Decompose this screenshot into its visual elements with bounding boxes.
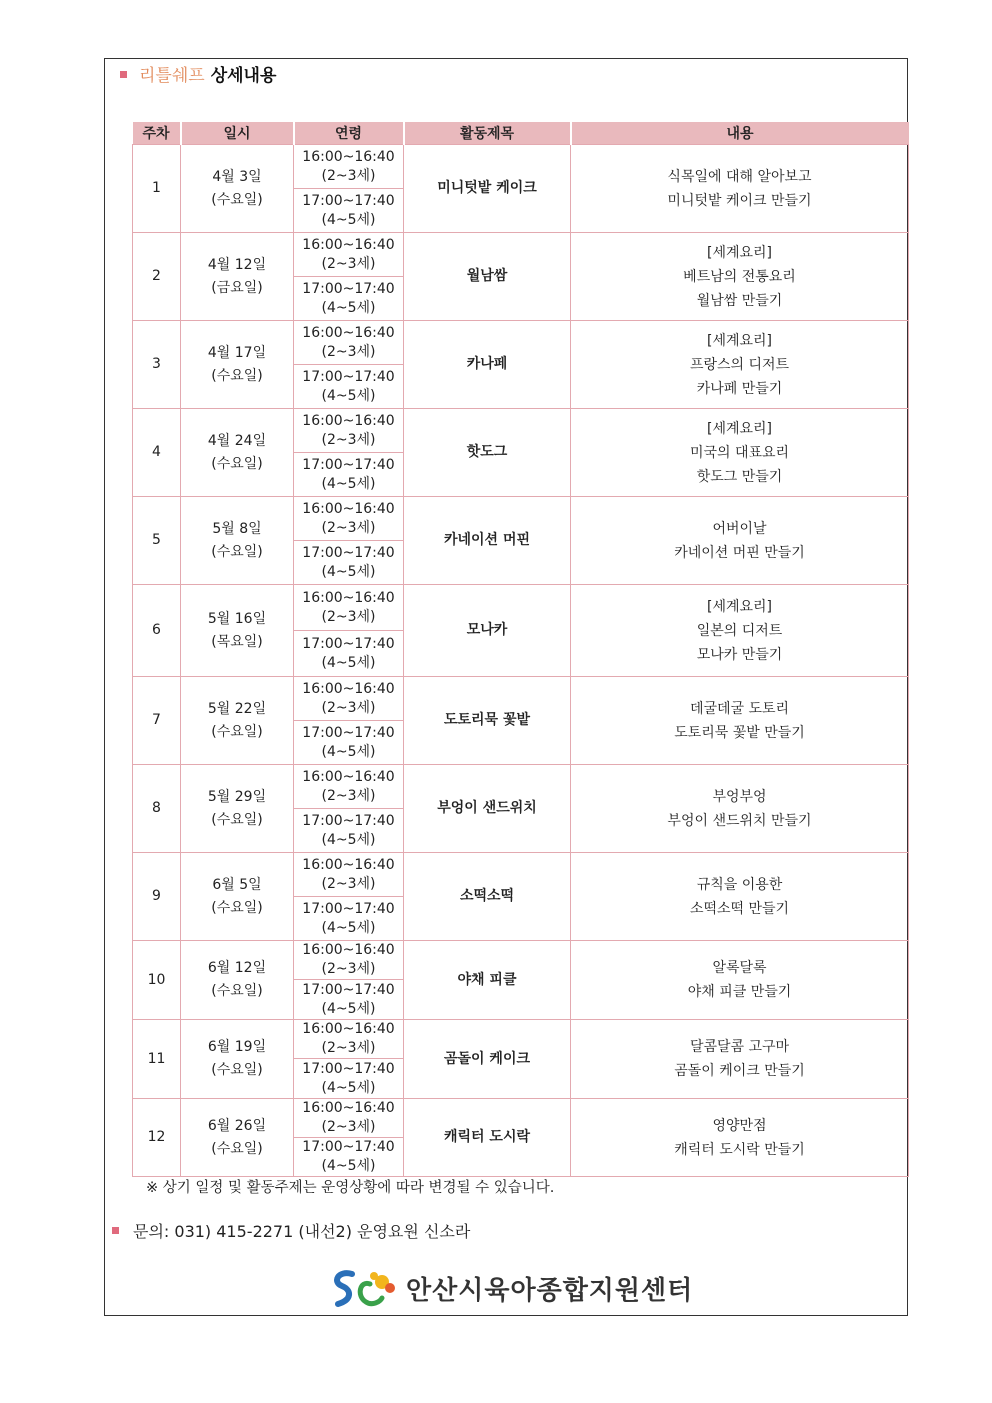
program-name: 리틀쉐프: [139, 66, 205, 86]
content-line: 캐릭터 도시락 만들기: [674, 1141, 805, 1158]
activity-title-text: 카네이션 머핀: [443, 532, 531, 548]
date-text: 4월 17일: [207, 344, 267, 361]
week-number: 6: [152, 622, 161, 638]
age-slot-1: [294, 233, 404, 277]
table-row: [133, 1020, 909, 1059]
date-cell: [181, 321, 294, 409]
date-text: 5월 22일: [207, 700, 267, 717]
table-row: [133, 765, 909, 809]
content-line: 데굴데굴 도토리: [689, 700, 790, 717]
content-line: 베트남의 전통요리: [683, 268, 796, 285]
activity-title: [404, 409, 571, 497]
day-text: (수요일): [211, 455, 263, 472]
week-number: 9: [152, 888, 161, 904]
center-logo-icon: [330, 1266, 404, 1310]
age-slot-2: [294, 631, 404, 677]
age-time: 17:00~17:40: [302, 192, 395, 209]
activity-title: [404, 1099, 571, 1177]
week-cell: [133, 1099, 181, 1177]
content-line: 미니텃밭 케이크 만들기: [667, 192, 812, 209]
date-text: 5월 29일: [207, 788, 267, 805]
age-time: 17:00~17:40: [302, 900, 395, 917]
age-slot-1: [294, 1099, 404, 1138]
content-cell: [571, 941, 909, 1020]
content-cell: [571, 765, 909, 853]
content-line: 부엉부엉: [712, 788, 767, 805]
content-line: 프랑스의 디저트: [689, 356, 790, 373]
activity-title-text: 캐릭터 도시락: [443, 1129, 531, 1145]
week-cell: [133, 585, 181, 677]
age-group: (4~5세): [321, 563, 376, 580]
age-time: 17:00~17:40: [302, 1060, 395, 1077]
age-time: 16:00~16:40: [302, 324, 395, 341]
bullet-icon: [120, 71, 127, 78]
age-group: (2~3세): [321, 1119, 376, 1135]
activity-title-text: 미니텃밭 케이크: [437, 180, 537, 196]
date-text: 4월 24일: [207, 432, 267, 449]
header-age: 연령: [294, 122, 404, 145]
section-heading: [120, 64, 276, 88]
age-slot-1: [294, 1020, 404, 1059]
content-line: [세계요리]: [706, 420, 773, 437]
header-date: 일시: [181, 122, 294, 145]
content-line: 모나카 만들기: [696, 646, 783, 663]
activity-title: [404, 233, 571, 321]
day-text: (수요일): [211, 543, 263, 560]
content-cell: [571, 321, 909, 409]
content-line: 핫도그 만들기: [696, 468, 783, 485]
date-cell: [181, 497, 294, 585]
age-slot-2: [294, 809, 404, 853]
activity-title-text: 소떡소떡: [459, 888, 515, 904]
activity-title: [404, 941, 571, 1020]
week-cell: [133, 1020, 181, 1099]
age-time: 17:00~17:40: [302, 280, 395, 297]
age-slot-1: [294, 585, 404, 631]
activity-title: [404, 1020, 571, 1099]
age-time: 17:00~17:40: [302, 456, 395, 473]
age-group: (2~3세): [321, 519, 376, 536]
content-line: 카나페 만들기: [696, 380, 783, 397]
day-text: (금요일): [211, 279, 263, 296]
activity-title-text: 도토리묵 꽃밭: [443, 712, 531, 728]
date-cell: [181, 765, 294, 853]
age-slot-2: [294, 721, 404, 765]
week-number: 11: [147, 1050, 166, 1067]
content-cell: [571, 1099, 909, 1177]
table-row: [133, 941, 909, 980]
age-group: (2~3세): [321, 431, 376, 448]
week-cell: [133, 853, 181, 941]
age-time: 17:00~17:40: [302, 368, 395, 385]
age-slot-2: [294, 897, 404, 941]
content-line: 부엉이 샌드위치 만들기: [667, 812, 812, 829]
table-header-row: [133, 122, 909, 145]
date-cell: [181, 941, 294, 1020]
week-cell: [133, 677, 181, 765]
age-time: 16:00~16:40: [302, 589, 395, 606]
age-slot-2: [294, 1138, 404, 1177]
age-group: (2~3세): [321, 343, 376, 360]
date-cell: [181, 409, 294, 497]
center-logo: [330, 1266, 700, 1310]
age-group: (2~3세): [321, 167, 376, 184]
activity-title: [404, 585, 571, 677]
date-text: 6월 5일: [212, 876, 262, 893]
age-group: (4~5세): [321, 475, 376, 492]
content-cell: [571, 233, 909, 321]
content-cell: [571, 409, 909, 497]
week-number: 4: [152, 444, 161, 460]
age-slot-1: [294, 765, 404, 809]
content-line: [세계요리]: [706, 332, 773, 349]
age-time: 17:00~17:40: [302, 724, 395, 741]
age-slot-1: [294, 677, 404, 721]
activity-title: [404, 677, 571, 765]
age-time: 16:00~16:40: [302, 412, 395, 429]
content-line: 식목일에 대해 알아보고: [667, 168, 812, 185]
date-cell: [181, 145, 294, 233]
table-row: [133, 145, 909, 189]
schedule-body: [133, 145, 909, 1177]
day-text: (수요일): [211, 983, 263, 999]
week-cell: [133, 233, 181, 321]
header-content: 내용: [571, 122, 909, 145]
table-row: [133, 853, 909, 897]
table-row: [133, 321, 909, 365]
week-cell: [133, 409, 181, 497]
age-time: 16:00~16:40: [302, 148, 395, 165]
header-title: 활동제목: [404, 122, 571, 145]
age-time: 17:00~17:40: [302, 1139, 395, 1155]
age-time: 16:00~16:40: [302, 1021, 395, 1037]
age-group: (4~5세): [321, 299, 376, 316]
age-slot-2: [294, 541, 404, 585]
age-slot-2: [294, 1059, 404, 1099]
bullet-icon: [112, 1227, 119, 1234]
content-line: 규칙을 이용한: [696, 876, 783, 893]
activity-title: [404, 853, 571, 941]
day-text: (수요일): [211, 367, 263, 384]
content-line: [세계요리]: [706, 598, 773, 615]
date-text: 4월 12일: [207, 256, 267, 273]
date-text: 6월 12일: [207, 960, 267, 976]
content-line: 알록달록: [712, 960, 767, 976]
week-cell: [133, 941, 181, 1020]
date-cell: [181, 233, 294, 321]
week-number: 5: [152, 532, 161, 548]
day-text: (수요일): [211, 1062, 263, 1078]
age-slot-1: [294, 941, 404, 980]
day-text: (수요일): [211, 811, 263, 828]
age-group: (2~3세): [321, 255, 376, 272]
content-line: 월남쌈 만들기: [696, 292, 783, 309]
age-group: (2~3세): [321, 1040, 376, 1056]
day-text: (수요일): [211, 191, 263, 208]
activity-title: [404, 145, 571, 233]
day-text: (목요일): [211, 633, 263, 650]
date-text: 6월 26일: [207, 1117, 267, 1134]
age-group: (2~3세): [321, 961, 376, 977]
age-time: 16:00~16:40: [302, 942, 395, 958]
activity-title-text: 핫도그: [466, 444, 508, 460]
age-time: 16:00~16:40: [302, 768, 395, 785]
age-slot-1: [294, 145, 404, 189]
activity-title-text: 카나페: [466, 356, 508, 372]
date-cell: [181, 585, 294, 677]
content-line: 영양만점: [712, 1117, 767, 1134]
week-number: 1: [152, 180, 161, 196]
center-name: 안산시육아종합지원센터: [406, 1276, 694, 1306]
header-week: 주차: [133, 122, 181, 145]
age-time: 17:00~17:40: [302, 981, 395, 998]
age-group: (4~5세): [321, 211, 376, 228]
activity-title: [404, 765, 571, 853]
age-time: 17:00~17:40: [302, 635, 395, 652]
date-cell: [181, 1020, 294, 1099]
table-row: [133, 1099, 909, 1138]
age-slot-1: [294, 409, 404, 453]
content-line: 곰돌이 케이크 만들기: [674, 1063, 805, 1079]
activity-title-text: 부엉이 샌드위치: [437, 800, 537, 816]
date-text: 5월 16일: [207, 610, 267, 627]
schedule-note: ※ 상기 일정 및 활동주제는 운영상황에 따라 변경될 수 있습니다.: [146, 1180, 555, 1196]
age-time: 16:00~16:40: [302, 680, 395, 697]
age-slot-1: [294, 321, 404, 365]
age-slot-2: [294, 277, 404, 321]
content-line: 달콤달콤 고구마: [689, 1039, 790, 1055]
age-group: (2~3세): [321, 875, 376, 892]
age-group: (4~5세): [321, 654, 376, 671]
activity-title-text: 월남쌈: [466, 268, 508, 284]
age-group: (4~5세): [321, 831, 376, 848]
table-row: [133, 585, 909, 631]
content-line: 야채 피클 만들기: [687, 984, 792, 1000]
age-group: (4~5세): [321, 1000, 376, 1017]
day-text: (수요일): [211, 1140, 263, 1157]
day-text: (수요일): [211, 723, 263, 740]
date-text: 4월 3일: [212, 168, 262, 185]
date-text: 6월 19일: [207, 1039, 267, 1055]
age-group: (4~5세): [321, 919, 376, 936]
content-line: [세계요리]: [706, 244, 773, 261]
table-row: [133, 409, 909, 453]
content-cell: [571, 585, 909, 677]
table-row: [133, 497, 909, 541]
week-number: 10: [147, 971, 166, 988]
activity-title: [404, 497, 571, 585]
heading-label: 상세내용: [210, 66, 277, 86]
activity-title-text: 곰돌이 케이크: [443, 1050, 531, 1067]
week-number: 3: [152, 356, 161, 372]
date-cell: [181, 1099, 294, 1177]
age-slot-2: [294, 365, 404, 409]
week-number: 8: [152, 800, 161, 816]
week-cell: [133, 321, 181, 409]
content-cell: [571, 677, 909, 765]
age-group: (2~3세): [321, 608, 376, 625]
content-line: 도토리묵 꽃밭 만들기: [674, 724, 805, 741]
week-number: 2: [152, 268, 161, 284]
age-time: 16:00~16:40: [302, 236, 395, 253]
content-line: 일본의 디저트: [696, 622, 783, 639]
schedule-table: [132, 122, 909, 1177]
week-cell: [133, 497, 181, 585]
age-group: (4~5세): [321, 1079, 376, 1096]
content-line: 카네이션 머핀 만들기: [674, 544, 805, 561]
date-cell: [181, 677, 294, 765]
age-group: (2~3세): [321, 699, 376, 716]
age-time: 16:00~16:40: [302, 500, 395, 517]
age-slot-2: [294, 189, 404, 233]
age-group: (4~5세): [321, 1158, 376, 1174]
table-row: [133, 233, 909, 277]
age-time: 17:00~17:40: [302, 812, 395, 829]
week-cell: [133, 765, 181, 853]
date-text: 5월 8일: [212, 520, 262, 537]
age-time: 16:00~16:40: [302, 856, 395, 873]
age-time: 16:00~16:40: [302, 1100, 395, 1116]
age-time: 17:00~17:40: [302, 544, 395, 561]
age-group: (2~3세): [321, 787, 376, 804]
content-cell: [571, 497, 909, 585]
day-text: (수요일): [211, 899, 263, 916]
content-cell: [571, 1020, 909, 1099]
date-cell: [181, 853, 294, 941]
contact-text: 문의: 031) 415-2271 (내선2) 운영요원 신소라: [133, 1222, 471, 1241]
activity-title-text: 모나카: [466, 622, 508, 638]
age-slot-1: [294, 853, 404, 897]
content-line: 미국의 대표요리: [689, 444, 790, 461]
week-cell: [133, 145, 181, 233]
week-number: 12: [147, 1129, 166, 1145]
age-slot-2: [294, 453, 404, 497]
activity-title: [404, 321, 571, 409]
week-number: 7: [152, 712, 161, 728]
age-group: (4~5세): [321, 743, 376, 760]
age-slot-2: [294, 980, 404, 1020]
content-cell: [571, 853, 909, 941]
age-group: (4~5세): [321, 387, 376, 404]
contact-line: [112, 1220, 470, 1244]
content-line: 어버이날: [712, 520, 767, 537]
content-line: 소떡소떡 만들기: [689, 900, 790, 917]
activity-title-text: 야채 피클: [457, 971, 517, 988]
age-slot-1: [294, 497, 404, 541]
table-row: [133, 677, 909, 721]
content-cell: [571, 145, 909, 233]
